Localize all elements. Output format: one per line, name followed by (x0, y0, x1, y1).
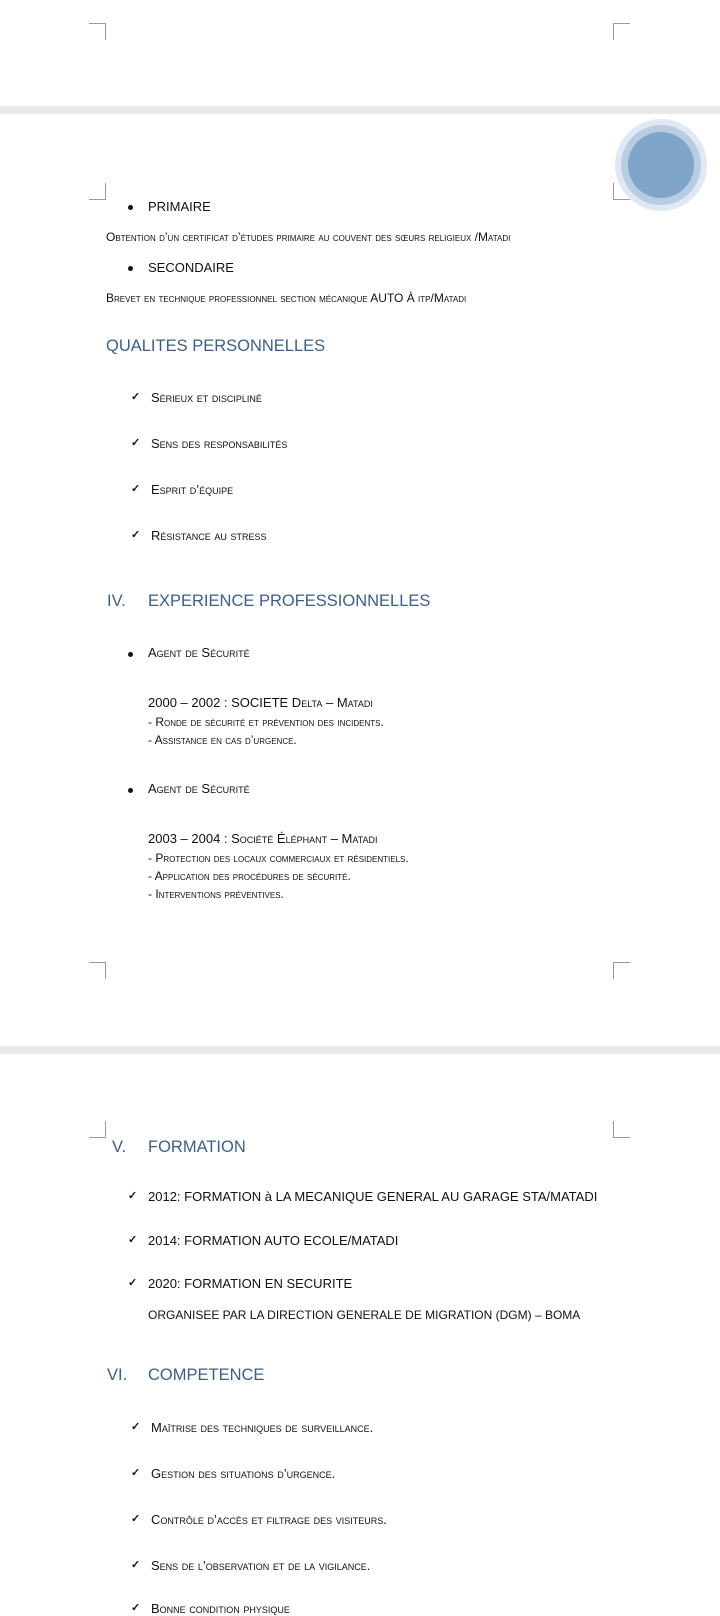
formation-heading: FORMATION (148, 1138, 246, 1156)
formation-item: 2014: FORMATION AUTO ECOLE/MATADI (148, 1233, 399, 1248)
check-icon: ✓ (128, 1190, 138, 1202)
formation-item: 2020: FORMATION EN SECURITE (148, 1276, 353, 1291)
quality-item: Résistance au stress (151, 528, 267, 543)
job-role: Agent de Sécurité (148, 781, 250, 796)
floating-action-button[interactable] (615, 119, 707, 211)
job-line: 2003 – 2004 : Société Éléphant – Matadi (148, 831, 378, 846)
check-icon: ✓ (131, 1467, 141, 1479)
job-line: 2000 – 2002 : SOCIETE Delta – Matadi (148, 695, 373, 710)
margin-mark (89, 183, 106, 200)
bullet-icon (128, 788, 133, 793)
check-icon: ✓ (131, 1602, 141, 1614)
formation-note: ORGANISEE PAR LA DIRECTION GENERALE DE MIGRATION (DGM) – BOMA (148, 1308, 581, 1322)
experience-heading: EXPERIENCE PROFESSIONNELLES (148, 592, 431, 610)
check-icon: ✓ (131, 1421, 141, 1433)
competence-item: Gestion des situations d’urgence. (151, 1466, 336, 1481)
check-icon: ✓ (131, 1559, 141, 1571)
education-primary-text: Obtention d’un certificat d’études primaire au couvent des sœurs religieux /Matadi (106, 230, 511, 244)
bullet-icon (128, 266, 133, 271)
check-icon: ✓ (131, 529, 141, 541)
margin-mark (613, 962, 630, 979)
margin-mark (613, 23, 630, 40)
quality-item: Sérieux et discipliné (151, 390, 262, 405)
check-icon: ✓ (131, 391, 141, 403)
job-task: - Ronde de sécurité et prévention des incidents. (148, 715, 384, 729)
check-icon: ✓ (128, 1234, 138, 1246)
experience-number: IV. (107, 592, 126, 610)
bullet-icon (128, 652, 133, 657)
quality-item: Sens des responsabilités (151, 436, 288, 451)
check-icon: ✓ (131, 1513, 141, 1525)
check-icon: ✓ (131, 483, 141, 495)
check-icon: ✓ (128, 1277, 138, 1289)
formation-number: V. (112, 1138, 127, 1156)
fab-core (628, 132, 694, 198)
quality-item: Esprit d’équipe (151, 482, 234, 497)
education-secondary-title: SECONDAIRE (148, 260, 234, 275)
margin-mark (89, 962, 106, 979)
margin-mark (89, 1121, 106, 1138)
job-task: - Interventions préventives. (148, 887, 284, 901)
margin-mark (613, 1121, 630, 1138)
fab-ring (621, 125, 701, 205)
job-task: - Application des procédures de sécurité. (148, 869, 351, 883)
job-task: - Protection des locaux commerciaux et résidentiels. (148, 851, 409, 865)
check-icon: ✓ (131, 437, 141, 449)
page-separator (0, 1046, 720, 1054)
job-role: Agent de Sécurité (148, 645, 250, 660)
margin-mark (89, 23, 106, 40)
competence-item: Maîtrise des techniques de surveillance. (151, 1420, 374, 1435)
competence-item: Sens de l’observation et de la vigilance. (151, 1558, 371, 1573)
education-primary-title: PRIMAIRE (148, 199, 211, 214)
competence-heading: COMPETENCE (148, 1366, 265, 1384)
competence-number: VI. (107, 1366, 128, 1384)
qualities-heading: QUALITES PERSONNELLES (106, 337, 326, 355)
education-secondary-text: Brevet en technique professionnel section mécanique AUTO À itp/Matadi (106, 291, 467, 305)
bullet-icon (128, 205, 133, 210)
competence-item: Contrôle d’accès et filtrage des visiteurs. (151, 1512, 387, 1527)
competence-item: Bonne condition physique (151, 1601, 290, 1616)
job-task: - Assistance en cas d’urgence. (148, 733, 297, 747)
formation-item: 2012: FORMATION à LA MECANIQUE GENERAL AU GARAGE STA/MATADI (148, 1189, 598, 1204)
page-separator (0, 106, 720, 114)
